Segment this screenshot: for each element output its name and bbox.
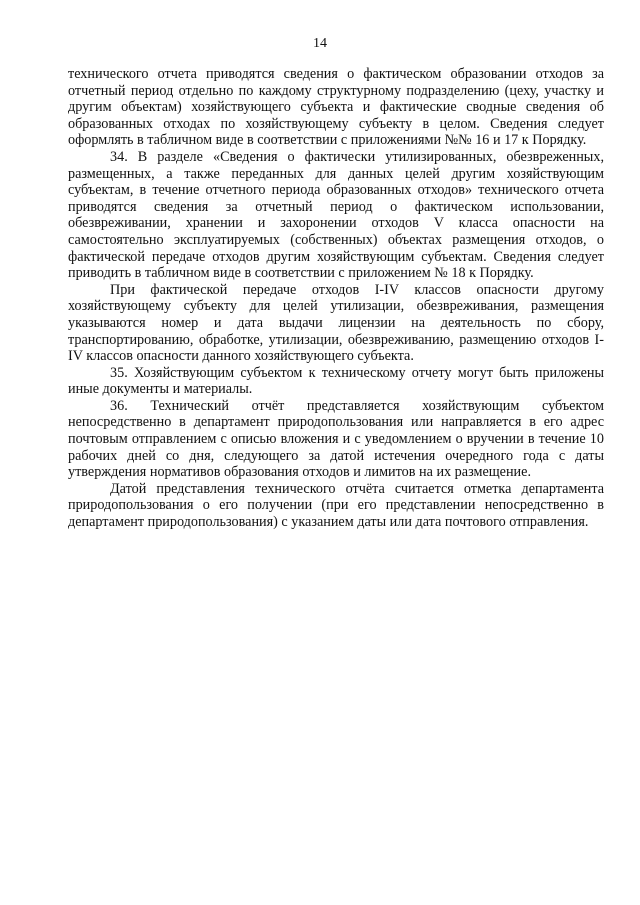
paragraph-license-info: При фактической передаче отходов I-IV классов опасности другому хозяйствующему субъекту для целей утилизации, обезвреживания, размещения указываются номер и дата выдачи лицензии на деятельность по сбору, транспортированию, обработке, утилизации, обезвреживанию, размещению отходов I-IV классов опасности данного хозяйствующего субъекта. [68, 281, 604, 365]
paragraph-continuation: технического отчета приводятся сведения о фактическом образовании отходов за отчетный период отдельно по каждому структурному подразделению (цеху, участку и другим объектам) хозяйствующего субъекта и фактические сводные сведения об образованных отходах по хозяйствующему субъекту в целом. Сведения следует оформлять в табличном виде в соответствии с приложениями №№ 16 и 17 к Порядку. [68, 66, 604, 149]
page-number: 14 [313, 36, 327, 51]
paragraph-item-36: 36. Технический отчёт представляется хозяйствующим субъектом непосредственно в департамент природопользования или направляется в его адрес почтовым отправлением с описью вложения и с уведомлением о вручении в течение 10 рабочих дней со дня, следующего за датой истечения очередного года с даты утверждения нормативов образования отходов и лимитов на их размещение. [68, 397, 604, 481]
paragraph-item-34: 34. В разделе «Сведения о фактически утилизированных, обезвреженных, размещенных, а также переданных для данных целей другим хозяйствующим субъектам, в течение отчетного периода образованных отходов» технического отчета приводятся сведения за отчетный период о фактическом использовании, обезвреживании, хранении и захоронении отходов V класса опасности на самостоятельно эксплуатируемых (собственных) объектах размещения отходов, о фактической передаче отходов другим хозяйствующим субъектам. Сведения следует приводить в табличном виде в соответствии с приложением № 18 к Порядку. [68, 148, 604, 282]
paragraph-item-35: 35. Хозяйствующим субъектом к техническому отчету могут быть приложены иные документы и материалы. [68, 364, 604, 398]
document-body [68, 66, 604, 531]
paragraph-submission-date: Датой представления технического отчёта считается отметка департамента природопользования о его получении (при его представлении непосредственно в департамент природопользования) с указанием даты или дата почтового отправления. [68, 480, 604, 531]
